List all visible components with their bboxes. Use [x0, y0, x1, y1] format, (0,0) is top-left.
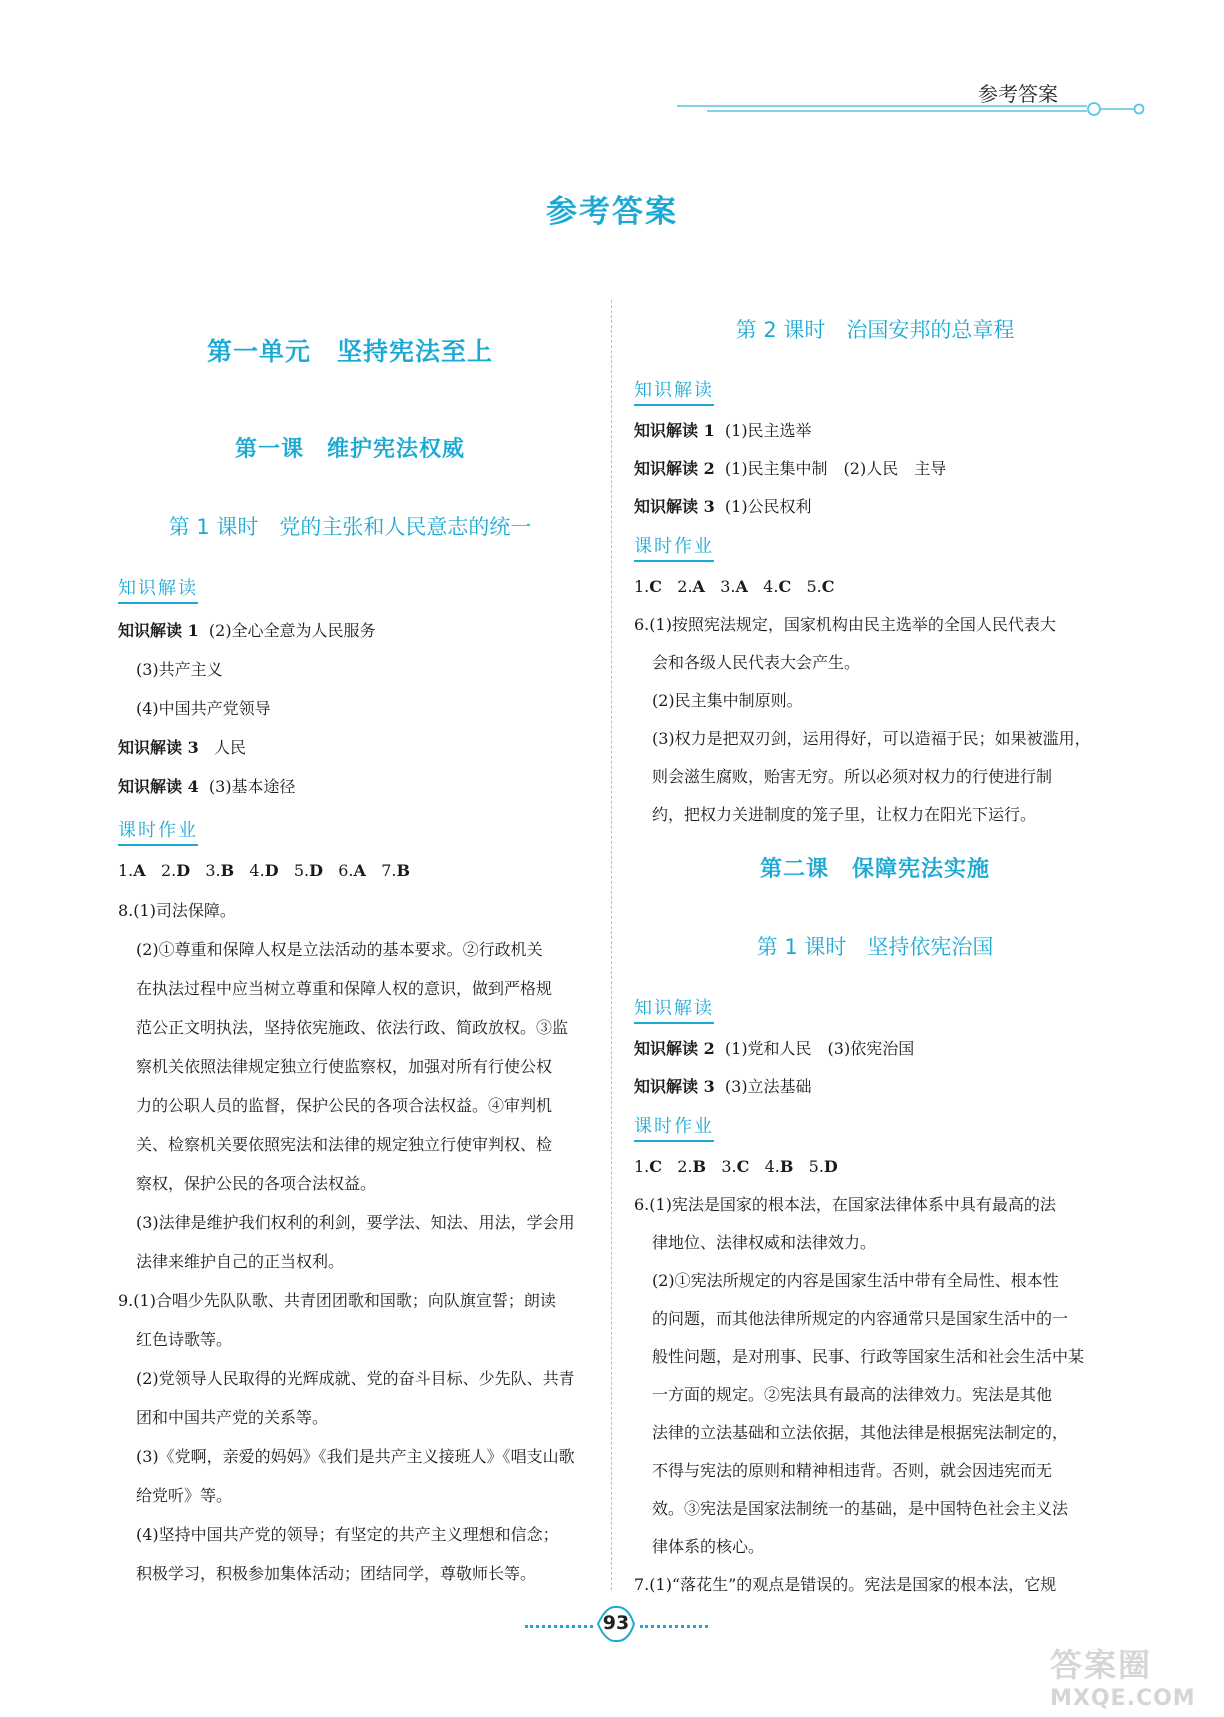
knowledge-text: 人民	[213, 738, 246, 757]
watermark-top: 答案圈	[1050, 1646, 1153, 1684]
section-heading-homework: 课时作业	[634, 532, 714, 562]
answer-line: (2)①宪法所规定的内容是国家生活中带有全局性、根本性	[652, 1271, 1059, 1290]
footer-dots-left	[525, 1625, 593, 1628]
choice-number: 2.	[677, 577, 693, 596]
answer-line: 则会滋生腐败，贻害无穷。所以必须对权力的行使进行制	[652, 767, 1053, 786]
answer-line: (3)《党啊，亲爱的妈妈》《我们是共产主义接班人》《唱支山歌	[136, 1447, 575, 1466]
knowledge-label: 知识解读 3	[634, 1077, 715, 1096]
answer-line: 给党听》等。	[136, 1486, 233, 1505]
period-title: 第 2 课时 治国安邦的总章程	[735, 318, 1015, 342]
choice-number: 3.	[721, 1157, 737, 1176]
answer-line: 会和各级人民代表大会产生。	[652, 653, 861, 672]
knowledge-item	[634, 1068, 812, 1105]
page-number: 93	[602, 1612, 630, 1634]
choice-answer: A	[735, 577, 748, 596]
knowledge-item	[118, 768, 296, 805]
choice-number: 4.	[763, 577, 779, 596]
answer-line: (3)法律是维护我们权利的利剑，要学法、知法、用法，学会用	[136, 1213, 575, 1232]
choice-answer: C	[778, 577, 792, 596]
answer-line: 效。③宪法是国家法制统一的基础，是中国特色社会主义法	[652, 1499, 1069, 1518]
choice-answer: D	[176, 861, 191, 880]
page-title: 参考答案	[546, 194, 678, 230]
answer-line: 在执法过程中应当树立尊重和保障人权的意识，做到严格规	[136, 979, 553, 998]
header-decoration	[677, 100, 1147, 120]
knowledge-item	[634, 1030, 914, 1067]
choice-answer: C	[821, 577, 835, 596]
answer-line: 6.(1)按照宪法规定，国家机构由民主选举的全国人民代表大	[634, 615, 1056, 634]
footer-dots-right	[640, 1625, 708, 1628]
knowledge-text: (3)立法基础	[724, 1077, 812, 1096]
answer-line: 范公正文明执法，坚持依宪施政、依法行政、简政放权。③监	[136, 1018, 569, 1037]
watermark-logo	[1050, 1640, 1220, 1715]
answer-line: 察权，保护公民的各项合法权益。	[136, 1174, 377, 1193]
answer-line: (2)①尊重和保障人权是立法活动的基本要求。②行政机关	[136, 940, 543, 959]
choice-number: 2.	[677, 1157, 693, 1176]
knowledge-label: 知识解读 1	[634, 421, 715, 440]
choice-answer: B	[396, 861, 410, 880]
answer-line: 律体系的核心。	[652, 1537, 765, 1556]
watermark-bottom: MXQE.COM	[1050, 1686, 1196, 1711]
choice-answers	[634, 568, 834, 605]
answer-line: 9.(1)合唱少先队队歌、共青团团歌和国歌；向队旗宣誓；朗读	[118, 1291, 556, 1310]
knowledge-item	[634, 412, 812, 449]
knowledge-label: 知识解读 2	[634, 1039, 715, 1058]
knowledge-text: (2)全心全意为人民服务	[208, 621, 376, 640]
answer-line: 律地位、法律权威和法律效力。	[652, 1233, 877, 1252]
knowledge-text: (1)民主集中制 (2)人民 主导	[724, 459, 947, 478]
knowledge-label: 知识解读 1	[118, 621, 199, 640]
answer-line: 力的公职人员的监督，保护公民的各项合法权益。④审判机	[136, 1096, 553, 1115]
knowledge-label: 知识解读 4	[118, 777, 199, 796]
choice-number: 6.	[338, 861, 354, 880]
answer-line: 不得与宪法的原则和精神相违背。否则，就会因违宪而无	[652, 1461, 1053, 1480]
choice-answers	[118, 852, 410, 889]
choice-answer: C	[736, 1157, 750, 1176]
answer-line: 察机关依照法律规定独立行使监察权，加强对所有行使公权	[136, 1057, 553, 1076]
knowledge-label: 知识解读 3	[118, 738, 199, 757]
choice-answer: A	[133, 861, 146, 880]
knowledge-text: (1)公民权利	[724, 497, 812, 516]
column-divider	[611, 300, 612, 1590]
choice-answer: D	[823, 1157, 838, 1176]
answer-line: 约，把权力关进制度的笼子里，让权力在阳光下运行。	[652, 805, 1037, 824]
answer-line: (2)民主集中制原则。	[652, 691, 803, 710]
answer-line: (4)坚持中国共产党的领导；有坚定的共产主义理想和信念；	[136, 1525, 559, 1544]
choice-answer: C	[649, 577, 662, 596]
choice-answer: D	[309, 861, 323, 880]
answer-line: 积极学习，积极参加集体活动；团结同学，尊敬师长等。	[136, 1564, 537, 1583]
section-heading-knowledge: 知识解读	[118, 574, 198, 604]
choice-number: 2.	[160, 861, 177, 880]
choice-number: 5.	[293, 861, 310, 880]
knowledge-text: (1)民主选举	[724, 421, 812, 440]
section-heading-knowledge: 知识解读	[634, 376, 714, 406]
answer-line: (3)权力是把双刃剑，运用得好，可以造福于民；如果被滥用，	[652, 729, 1091, 748]
answer-line: 红色诗歌等。	[136, 1330, 233, 1349]
choice-answer: B	[692, 1157, 707, 1176]
knowledge-item	[118, 729, 246, 766]
knowledge-subitem: (3)共产主义	[136, 660, 223, 679]
lesson-title: 第二课 保障宪法实施	[759, 856, 990, 882]
answer-line: 7.(1)“落花生”的观点是错误的。宪法是国家的根本法，它规	[634, 1575, 1057, 1594]
choice-number: 4.	[764, 1157, 780, 1176]
choice-answer: C	[649, 1157, 662, 1176]
answer-line: 法律的立法基础和立法依据，其他法律是根据宪法制定的，	[652, 1423, 1069, 1442]
choice-number: 4.	[249, 861, 265, 880]
choice-number: 1.	[634, 577, 650, 596]
choice-number: 7.	[381, 861, 397, 880]
knowledge-subitem: (4)中国共产党领导	[136, 699, 271, 718]
period-title: 第 1 课时 党的主张和人民意志的统一	[168, 515, 532, 539]
answer-line: 的问题，而其他法律所规定的内容通常只是国家生活中的一	[652, 1309, 1069, 1328]
knowledge-item	[634, 488, 812, 525]
choice-answer: D	[264, 861, 279, 880]
period-title: 第 1 课时 坚持依宪治国	[756, 935, 994, 959]
knowledge-label: 知识解读 2	[634, 459, 715, 478]
unit-title: 第一单元 坚持宪法至上	[206, 337, 493, 366]
section-heading-knowledge: 知识解读	[634, 994, 714, 1024]
answer-line: 关、检察机关要依照宪法和法律的规定独立行使审判权、检	[136, 1135, 553, 1154]
page-footer	[0, 1600, 1224, 1650]
knowledge-text: (1)党和人民 (3)依宪治国	[724, 1039, 915, 1058]
choice-answers	[634, 1148, 838, 1185]
choice-number: 1.	[118, 861, 134, 880]
knowledge-label: 知识解读 3	[634, 497, 715, 516]
choice-answer: B	[220, 861, 235, 880]
choice-number: 3.	[205, 861, 221, 880]
answer-line: 6.(1)宪法是国家的根本法，在国家法律体系中具有最高的法	[634, 1195, 1056, 1214]
choice-number: 1.	[634, 1157, 650, 1176]
choice-answer: B	[779, 1157, 794, 1176]
choice-number: 3.	[720, 577, 736, 596]
answer-line: 一方面的规定。②宪法具有最高的法律效力。宪法是其他	[652, 1385, 1053, 1404]
knowledge-item	[634, 450, 946, 487]
section-heading-homework: 课时作业	[118, 816, 198, 846]
header-label: 参考答案	[978, 82, 1058, 106]
choice-number: 5.	[808, 1157, 824, 1176]
answer-line: 团和中国共产党的关系等。	[136, 1408, 329, 1427]
lesson-title: 第一课 维护宪法权威	[234, 436, 465, 462]
answer-line: (2)党领导人民取得的光辉成就、党的奋斗目标、少先队、共青	[136, 1369, 575, 1388]
knowledge-text: (3)基本途径	[208, 777, 296, 796]
choice-answer: A	[353, 861, 366, 880]
section-heading-homework: 课时作业	[634, 1112, 714, 1142]
choice-number: 5.	[806, 577, 822, 596]
answer-line: 般性问题，是对刑事、民事、行政等国家生活和社会生活中某	[652, 1347, 1085, 1366]
knowledge-item	[118, 612, 376, 649]
answer-line: 法律来维护自己的正当权利。	[136, 1252, 345, 1271]
answer-line: 8.(1)司法保障。	[118, 901, 236, 920]
choice-answer: A	[692, 577, 705, 596]
